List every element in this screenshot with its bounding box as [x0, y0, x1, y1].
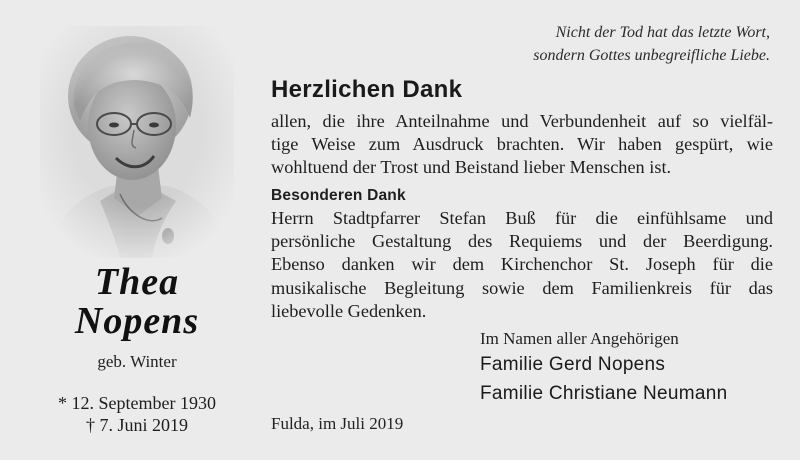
thanks-paragraph — [271, 110, 773, 180]
signature-intro: Im Namen aller Angehörigen — [480, 329, 679, 348]
thanks-title: Herzlichen Dank — [271, 76, 463, 103]
special-thanks-line: persönliche Gestaltung des Requiems und der Beerdigung. — [271, 231, 773, 252]
birth-name: geb. Winter — [97, 352, 177, 371]
thanks-paragraph-line: allen, die ihre Anteilnahme und Verbundenheit auf so vielfäl- — [271, 111, 773, 131]
thanks-paragraph-line: tige Weise zum Ausdruck brachten. Wir haben gespürt, wie — [271, 134, 773, 155]
quote — [350, 21, 770, 67]
quote-line-1: Nicht der Tod hat das letzte Wort, — [555, 24, 770, 41]
signature-family-1: Familie Gerd Nopens — [480, 354, 666, 375]
deceased-first-name: Thea — [94, 261, 180, 303]
signature-family-2: Familie Christiane Neumann — [480, 383, 728, 404]
deceased-last-name: Nopens — [74, 300, 200, 342]
death-date: † 7. Juni 2019 — [85, 415, 188, 435]
special-thanks-line: liebevolle Gedenken. — [271, 300, 427, 321]
portrait-photo — [40, 26, 234, 258]
special-thanks-line: Herrn Stadtpfarrer Stefan Buß für die einfühlsame und — [271, 208, 773, 228]
place-date: Fulda, im Juli 2019 — [271, 414, 404, 433]
birth-date: * 12. September 1930 — [58, 393, 216, 413]
special-thanks-title: Besonderen Dank — [271, 187, 406, 204]
special-thanks-line: Ebenso danken wir dem Kirchenchor St. Joseph für die — [271, 254, 773, 275]
thanks-paragraph-line: wohltuend der Trost und Beistand lieber Menschen ist. — [271, 157, 672, 178]
special-thanks-paragraph — [271, 207, 773, 323]
quote-line-2: sondern Gottes unbegreifliche Liebe. — [533, 47, 770, 64]
special-thanks-line: musikalische Begleitung sowie dem Familienkreis für das — [271, 277, 773, 298]
